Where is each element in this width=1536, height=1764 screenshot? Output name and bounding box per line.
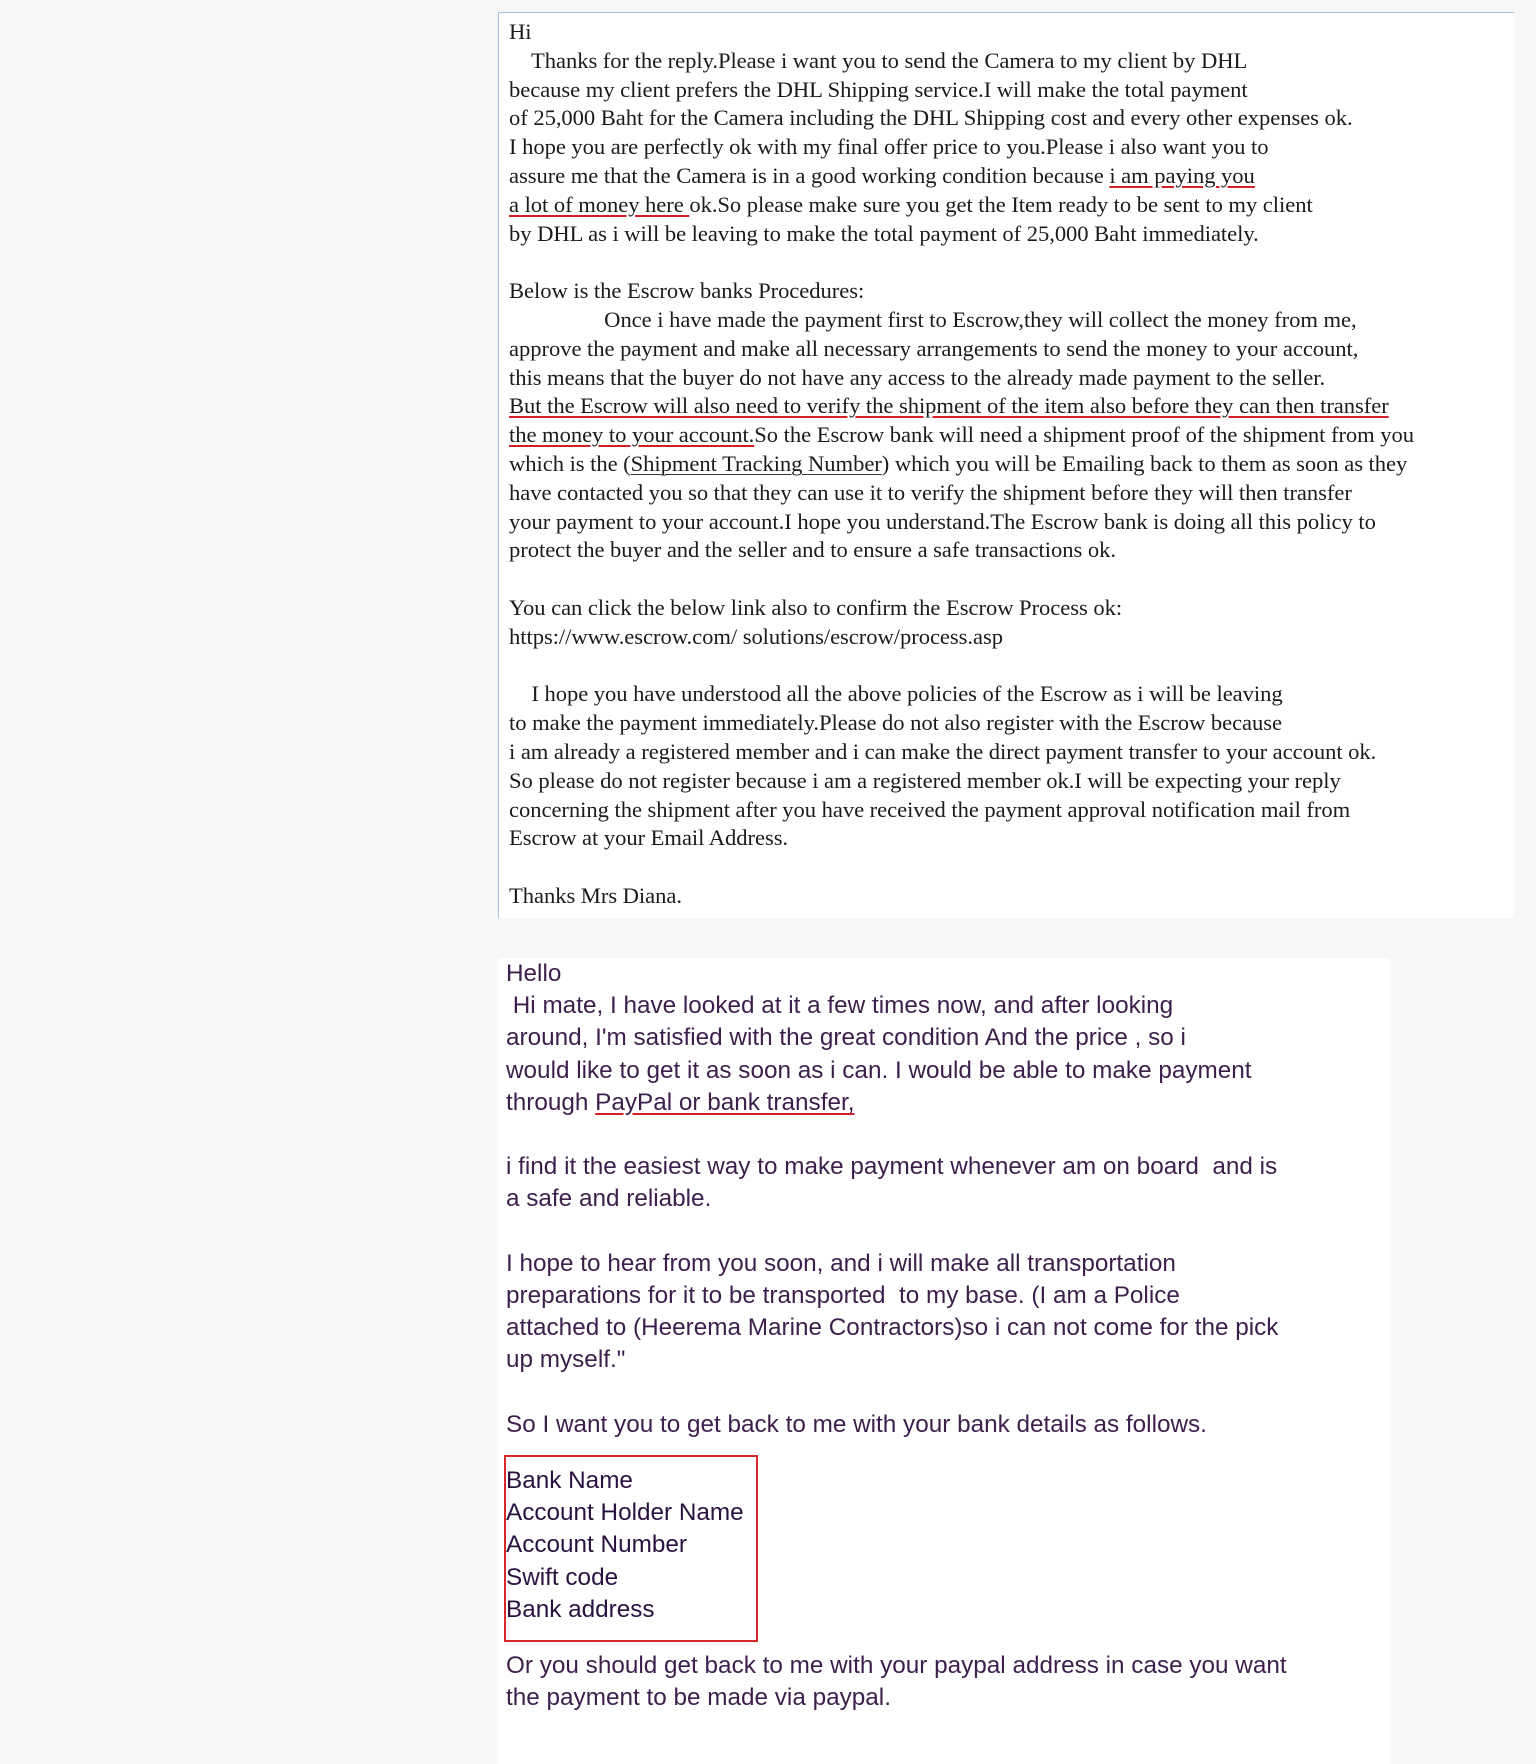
email-line	[509, 450, 1514, 479]
red-underlined-text: PayPal or bank transfer,	[595, 1088, 855, 1116]
line-text: assure me that the Camera is in a good working condition because	[509, 162, 1110, 188]
email-line: have contacted you so that they can use it to verify the shipment before they will then transfer	[509, 479, 1352, 505]
email-line: I hope you have understood all the above policies of the Escrow as i will be leaving	[509, 681, 1283, 707]
paragraph-gap	[506, 1441, 1390, 1455]
line-text: So the Escrow bank will need a shipment proof of the shipment from you	[754, 422, 1415, 448]
email-message-escrow	[498, 12, 1514, 918]
email-line: preparations for it to be transported to my base. (I am a Police	[506, 1282, 1180, 1309]
email-line: You can click the below link also to confirm the Escrow Process ok:	[509, 594, 1123, 620]
email-line: would like to get it as soon as i can. I would be able to make payment	[506, 1056, 1252, 1084]
email-line	[509, 421, 1514, 450]
paragraph-gap	[509, 652, 1514, 681]
email-line: i am already a registered member and i can make the direct payment transfer to your account ok.	[509, 738, 1377, 764]
email-line: approve the payment and make all necessary arrangements to send the money to your account,	[509, 335, 1359, 361]
email-line: of 25,000 Baht for the Camera including the DHL Shipping cost and every other expenses ok.	[509, 105, 1353, 131]
paragraph-gap	[506, 1216, 1390, 1248]
bank-field: Swift code	[506, 1563, 619, 1591]
email-line: up myself."	[506, 1346, 626, 1374]
red-underlined-text: the money to your account.	[509, 422, 755, 448]
paragraph-gap	[509, 853, 1514, 882]
paragraph-gap	[506, 1642, 1390, 1650]
escrow-link-text: https://www.escrow.com/ solutions/escrow/process.asp	[509, 623, 1003, 649]
email-line: Thanks for the reply.Please i want you to send the Camera to my client by DHL	[509, 47, 1248, 73]
email-line	[509, 392, 1514, 421]
email-line: your payment to your account.I hope you understand.The Escrow bank is doing all this policy to	[509, 508, 1376, 534]
email-greeting: Hello	[506, 960, 562, 987]
email-line: I hope you are perfectly ok with my final offer price to you.Please i also want you to	[509, 134, 1269, 160]
line-text: through	[506, 1088, 596, 1116]
email-line: concerning the shipment after you have received the payment approval notification mail from	[509, 796, 1351, 822]
bank-details-box	[504, 1455, 758, 1642]
paragraph-gap	[509, 248, 1514, 277]
email-line: Or you should get back to me with your paypal address in case you want	[506, 1652, 1287, 1680]
bank-field: Account Holder Name	[506, 1499, 744, 1527]
email-message-bank-details	[498, 958, 1390, 1764]
email-line: Escrow at your Email Address.	[509, 825, 789, 851]
email-line: to make the payment immediately.Please do not also register with the Escrow because	[509, 710, 1283, 736]
paragraph-gap	[506, 1377, 1390, 1409]
email-line	[509, 191, 1514, 220]
line-text: which is the (	[509, 450, 631, 476]
bank-field: Bank Name	[506, 1467, 633, 1494]
email-line: this means that the buyer do not have any access to the already made payment to the seller.	[509, 364, 1326, 390]
email-line	[509, 162, 1514, 191]
email-line: around, I'm satisfied with the great condition And the price , so i	[506, 1024, 1186, 1052]
email-line: the payment to be made via paypal.	[506, 1684, 891, 1712]
email-line: protect the buyer and the seller and to ensure a safe transactions ok.	[509, 537, 1116, 563]
email-line: So please do not register because i am a registered member ok.I will be expecting your reply	[509, 767, 1341, 793]
line-text: ok.So please make sure you get the Item ready to be sent to my client	[689, 191, 1313, 217]
email-line: i find it the easiest way to make payment whenever am on board and is	[506, 1153, 1278, 1181]
email-line: a safe and reliable.	[506, 1185, 712, 1213]
line-text: ) which you will be Emailing back to them as soon as they	[881, 450, 1408, 476]
bank-field: Account Number	[506, 1531, 687, 1559]
email-line: Once i have made the payment first to Escrow,they will collect the money from me,	[509, 306, 1357, 332]
bank-field: Bank address	[506, 1595, 655, 1623]
procedures-heading: Below is the Escrow banks Procedures:	[509, 278, 865, 304]
email-line: attached to (Heerema Marine Contractors)so i can not come for the pick	[506, 1314, 1279, 1342]
email-line	[506, 1087, 1390, 1119]
red-underlined-text: a lot of money here	[509, 191, 690, 217]
underlined-text: Shipment Tracking Number	[630, 450, 882, 476]
paragraph-gap	[506, 1119, 1390, 1151]
email-line: So I want you to get back to me with your bank details as follows.	[506, 1410, 1207, 1438]
email-line: because my client prefers the DHL Shipping service.I will make the total payment	[509, 76, 1248, 102]
email-line: I hope to hear from you soon, and i will make all transportation	[506, 1249, 1176, 1277]
email-line: by DHL as i will be leaving to make the total payment of 25,000 Baht immediately.	[509, 220, 1259, 246]
email-signoff: Thanks Mrs Diana.	[509, 882, 682, 908]
email-line: Hi mate, I have looked at it a few times now, and after looking	[506, 992, 1174, 1020]
paragraph-gap	[509, 565, 1514, 594]
email-greeting: Hi	[509, 19, 532, 44]
red-underlined-text: But the Escrow will also need to verify the shipment of the item also before they can then transfer	[509, 393, 1389, 419]
red-underlined-text: i am paying you	[1109, 162, 1255, 188]
